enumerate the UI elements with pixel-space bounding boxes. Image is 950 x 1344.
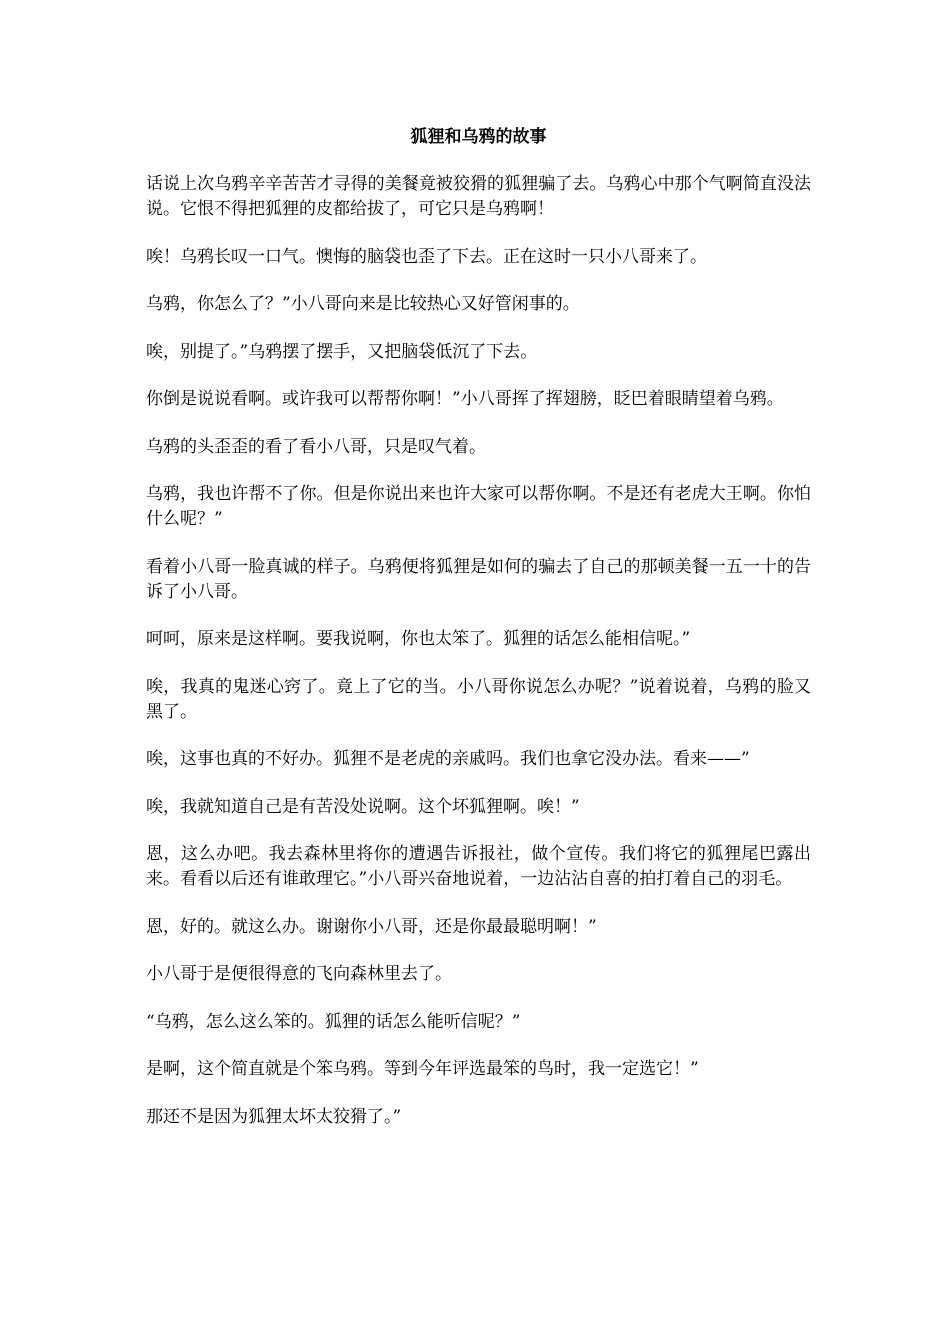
paragraph: 是啊，这个简直就是个笨乌鸦。等到今年评选最笨的鸟时，我一定选它！” — [146, 1059, 699, 1079]
paragraph: 话说上次乌鸦辛辛苦苦才寻得的美餐竟被狡猾的狐狸骗了去。乌鸦心中那个气啊简直没法说。它恨不得把狐狸的皮都给拔了，可它只是乌鸦啊！ — [146, 174, 811, 219]
paragraph: 乌鸦，你怎么了？”小八哥向来是比较热心又好管闲事的。 — [146, 294, 580, 314]
document-title: 狐狸和乌鸦的故事 — [410, 127, 547, 147]
paragraph: 唉，我就知道自己是有苦没处说啊。这个坏狐狸啊。唉！” — [146, 796, 580, 817]
paragraph: 乌鸦的头歪歪的看了看小八哥，只是叹气着。 — [146, 436, 486, 457]
paragraph: 恩，好的。就这么办。谢谢你小八哥，还是你最最聪明啊！” — [146, 916, 597, 937]
paragraph: 看着小八哥一脸真诚的样子。乌鸦便将狐狸是如何的骗去了自己的那顿美餐一五一十的告诉了小八哥。 — [146, 556, 811, 602]
paragraph: 唉，别提了。”乌鸦摆了摆手，又把脑袋低沉了下去。 — [146, 341, 538, 362]
paragraph: 呵呵，原来是这样啊。要我说啊，你也太笨了。狐狸的话怎么能相信呢。” — [146, 629, 691, 649]
paragraph: 乌鸦，我也许帮不了你。但是你说出来也许大家可以帮你啊。不是还有老虎大王啊。你怕什么呢？” — [146, 484, 811, 529]
paragraph: 唉，这事也真的不好办。狐狸不是老虎的亲戚吗。我们也拿它没办法。看来——” — [146, 749, 750, 769]
paragraph: 小八哥于是便很得意的飞向森林里去了。 — [146, 964, 452, 984]
paragraph: 那还不是因为狐狸太坏太狡猾了。” — [146, 1106, 402, 1127]
paragraph: 恩，这么办吧。我去森林里将你的遭遇告诉报社，做个宣传。我们将它的狐狸尾巴露出来。看看以后还有谁敢理它。”小八哥兴奋地说着，一边沾沾自喜的拍打着自己的羽毛。 — [146, 844, 811, 889]
paragraph: 唉！乌鸦长叹一口气。懊悔的脑袋也歪了下去。正在这时一只小八哥来了。 — [146, 246, 707, 267]
paragraph: “乌鸦，怎么这么笨的。狐狸的话怎么能听信呢？” — [146, 1011, 521, 1032]
paragraph: 唉，我真的鬼迷心窍了。竟上了它的当。小八哥你说怎么办呢？”说着说着，乌鸦的脸又黑了。 — [146, 676, 811, 722]
document-page — [146, 126, 811, 1152]
paragraph: 你倒是说说看啊。或许我可以帮帮你啊！”小八哥挥了挥翅膀，眨巴着眼睛望着乌鸦。 — [146, 389, 784, 409]
